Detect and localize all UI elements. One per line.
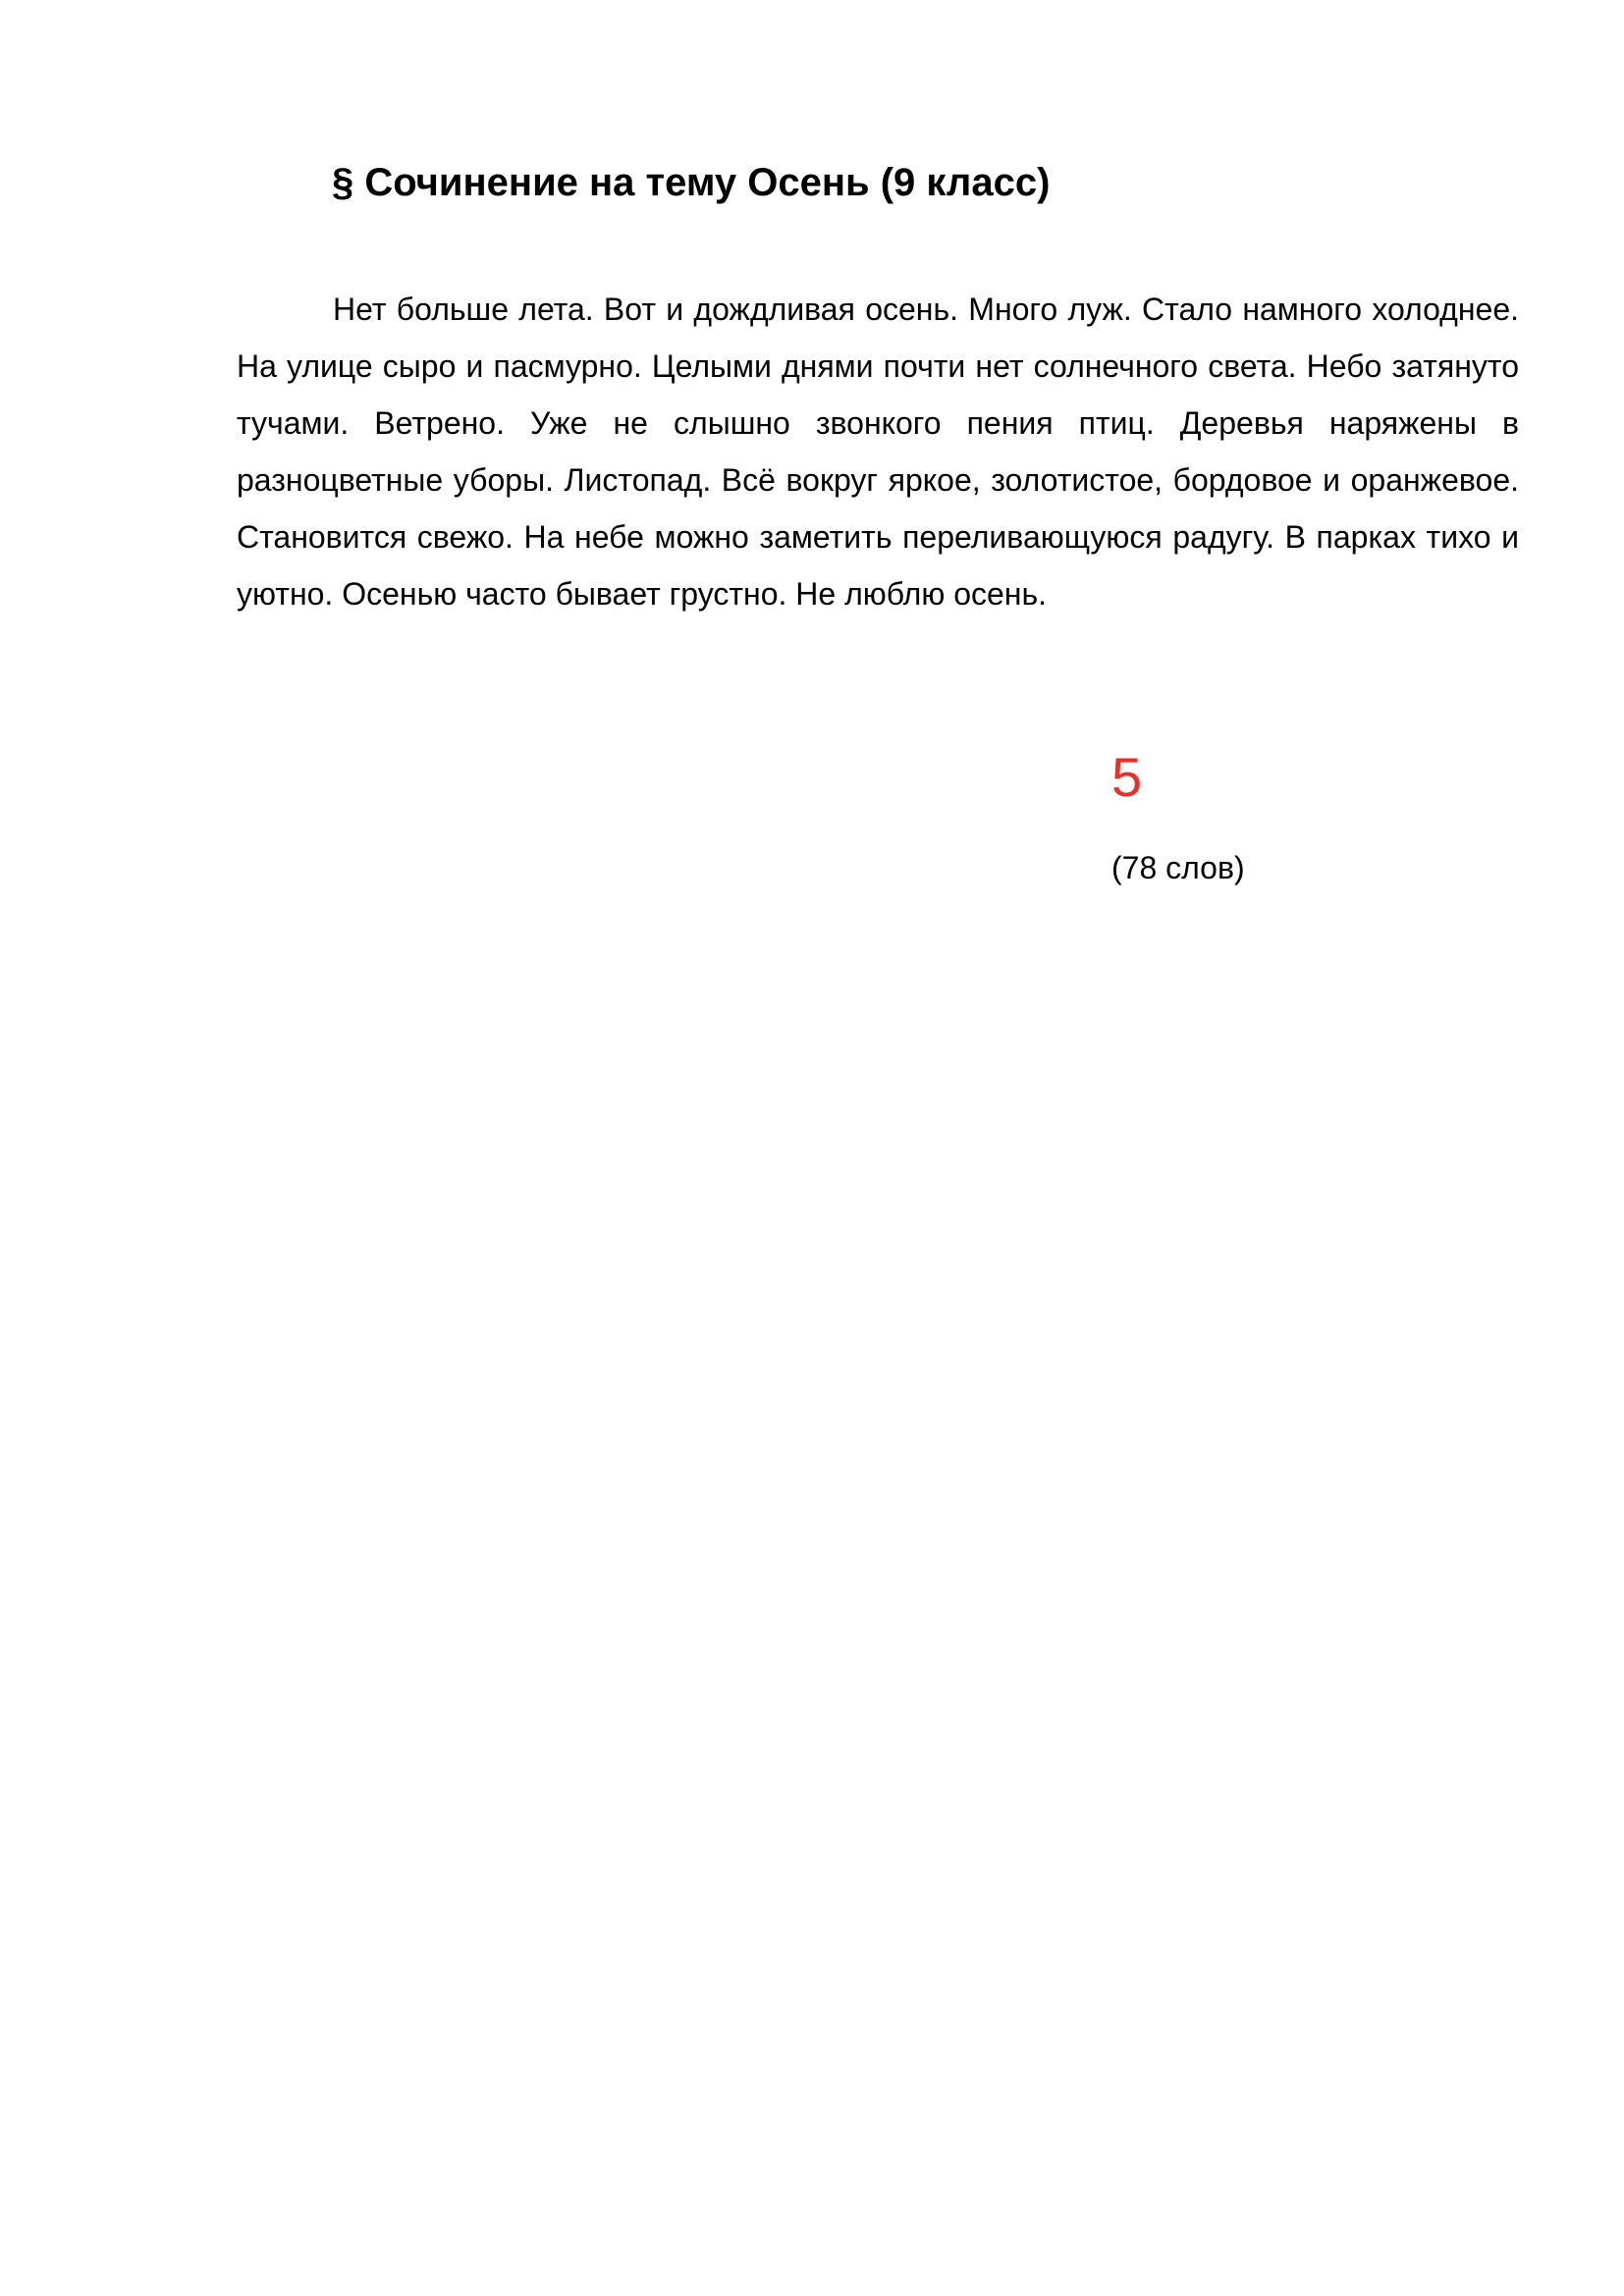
grade-mark: 5 bbox=[1111, 746, 1143, 808]
essay-body: Нет больше лета. Вот и дождливая осень. Много луж. Стало намного холоднее. На улице сыро и пасмурно. Целыми днями почти нет солнечного света. Небо затянуто тучами. Ветрено. Уже не слышно звонкого пения птиц. Деревья наряжены в разноцветные уборы. Листопад. Всё вокруг яркое, золотистое, бордовое и оранжевое. Становится свежо. На небе можно заметить переливающуюся радугу. В парках тихо и уютно. Осенью часто бывает грустно. Не люблю осень. bbox=[237, 292, 1519, 612]
word-count: (78 слов) bbox=[1111, 850, 1245, 885]
essay-title: § Сочинение на тему Осень (9 класс) bbox=[332, 161, 1051, 204]
